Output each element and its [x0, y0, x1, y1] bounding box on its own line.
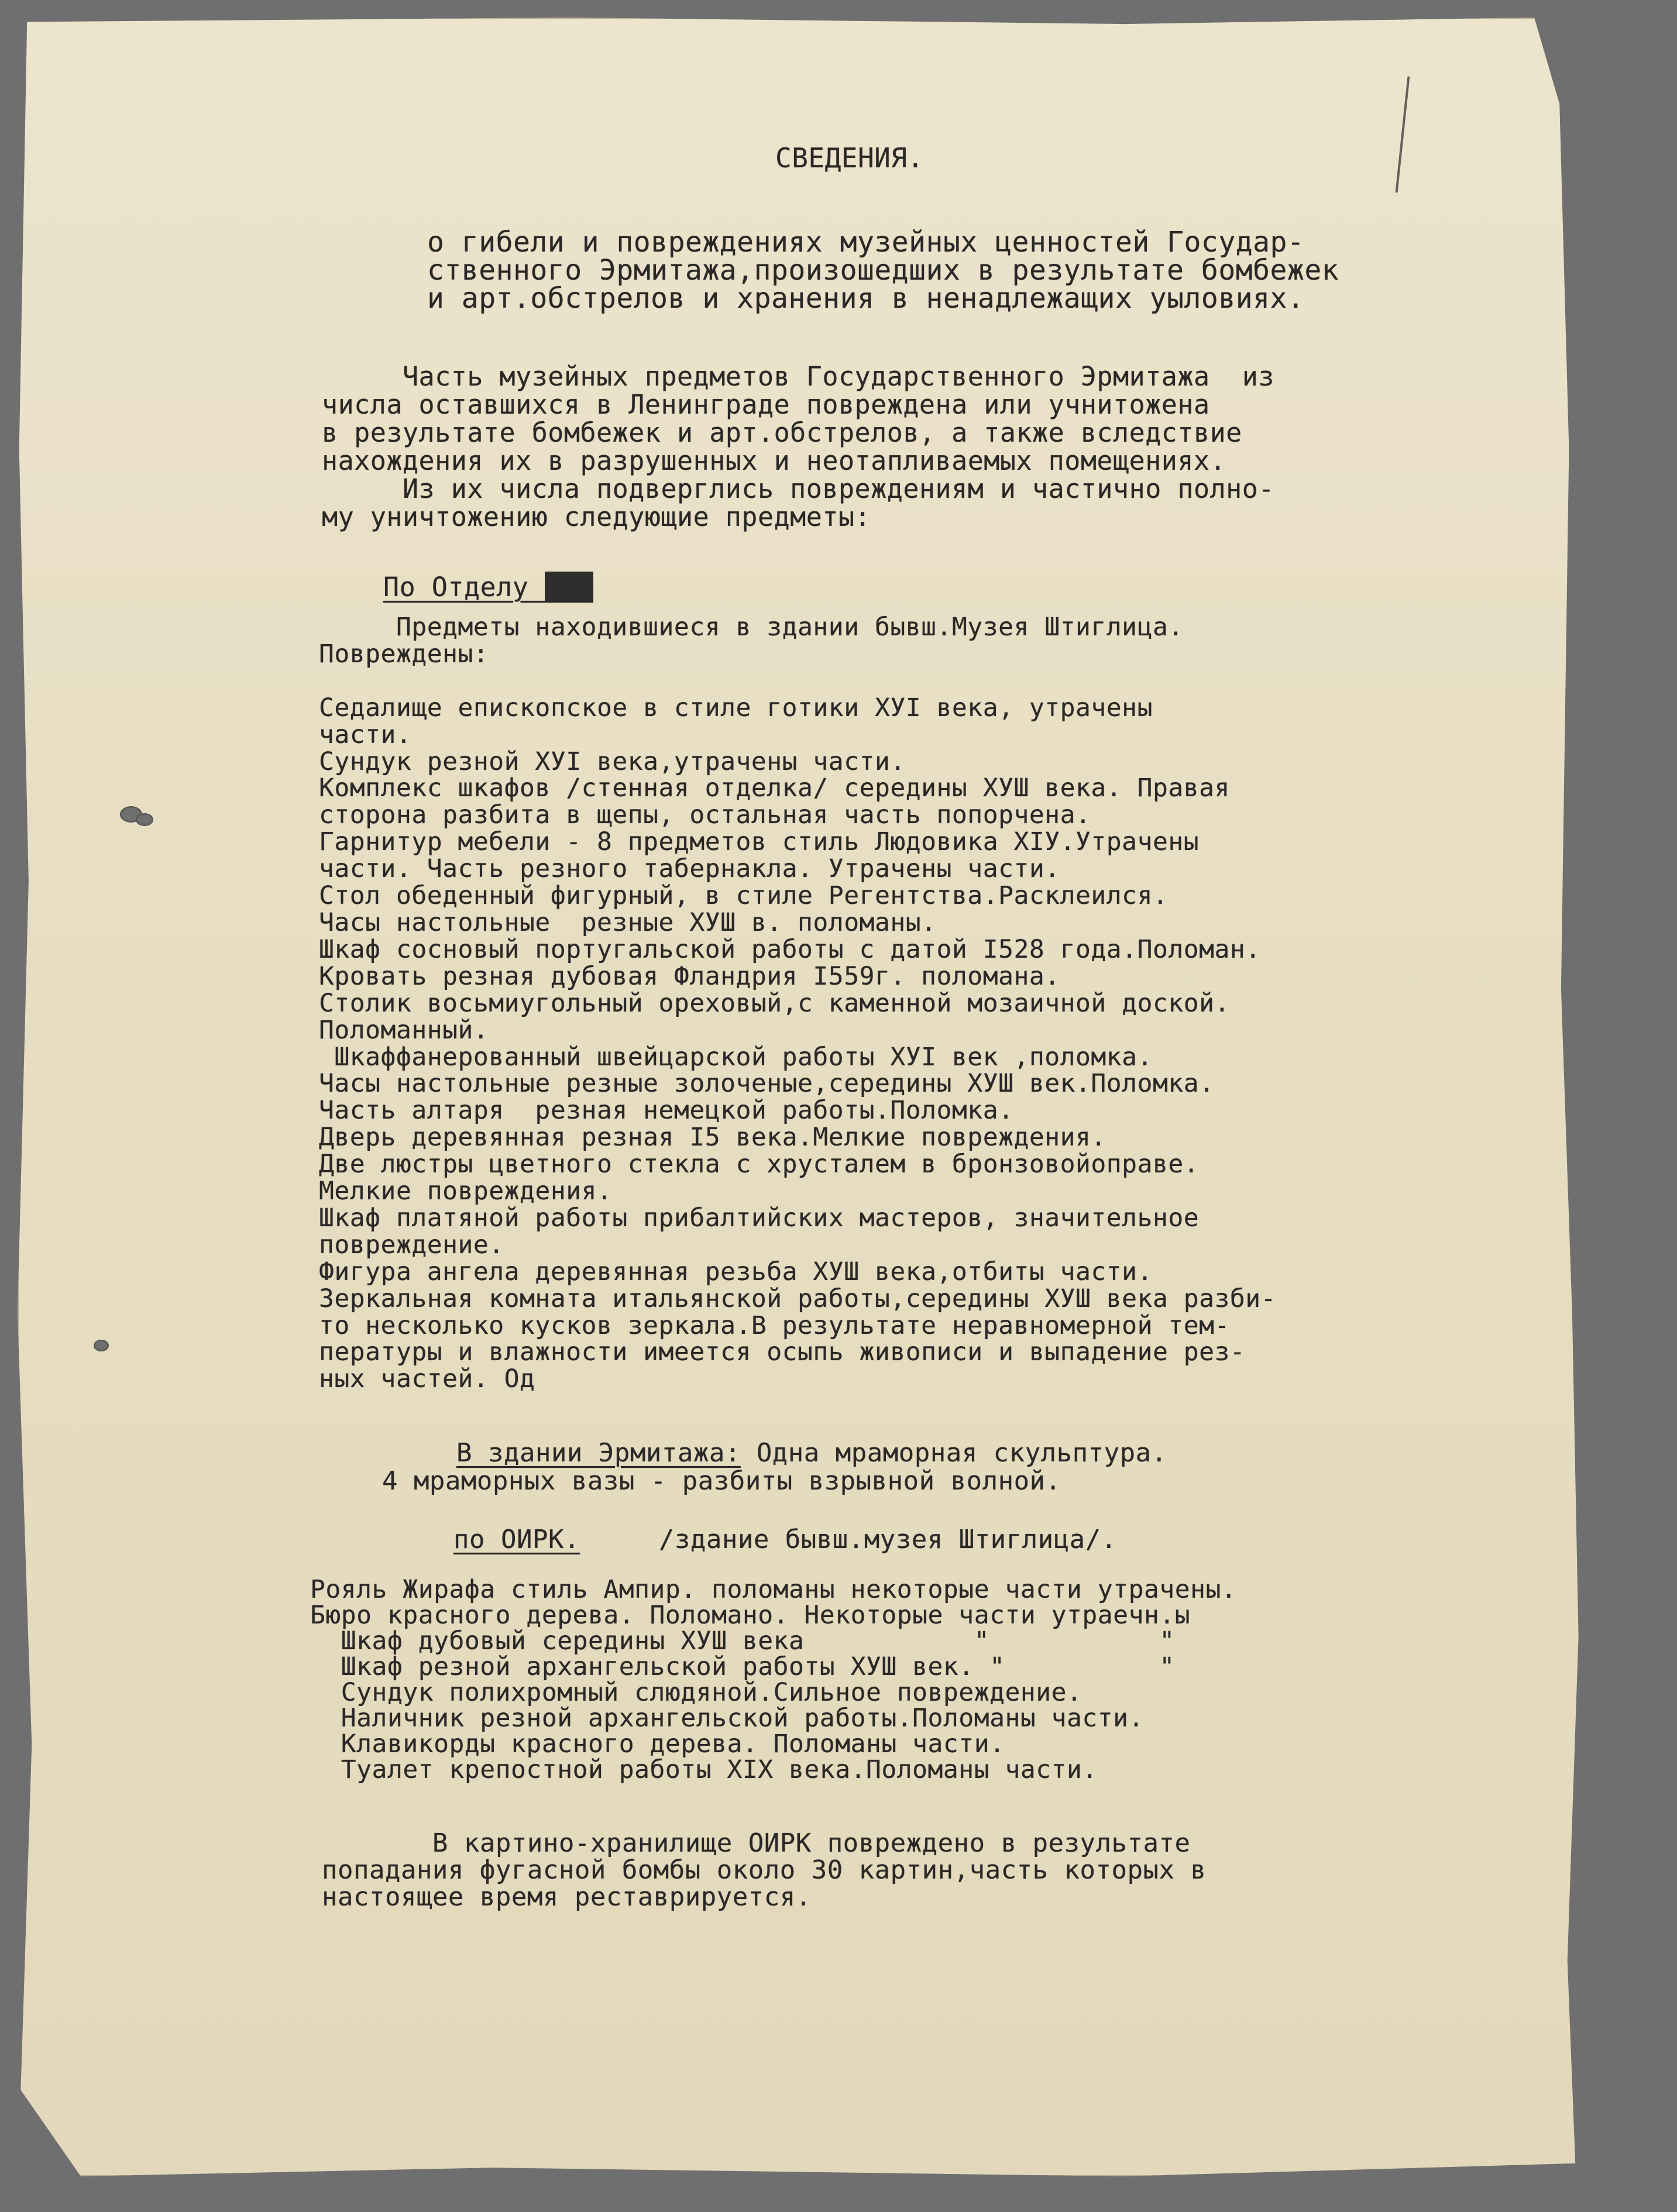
list-item: Шкаф сосновый португальской работы с датой I528 года.Поломан. [319, 934, 1261, 964]
list-item: Седалище епископское в стиле готики ХУI века, утрачены [319, 693, 1153, 723]
list-item: Фигура ангела деревянная резьба ХУШ века,отбиты части. [319, 1257, 1153, 1286]
list-item: Рояль Жирафа стиль Ампир. поломаны некоторые части утрачены. [310, 1575, 1237, 1604]
list-item: Часы настольные резные ХУШ в. поломаны. [319, 907, 937, 937]
section-heading-prefix: По Отделу [383, 572, 545, 603]
list-item: части. Часть резного табернакла. Утрачены части. [319, 854, 1060, 884]
section-heading-izo [383, 573, 593, 601]
oirk-heading: по ОИРК. [453, 1525, 580, 1554]
list-item: ных частей. Од [319, 1364, 535, 1394]
list-item: повреждение. [319, 1230, 504, 1260]
closing-line: попадания фугасной бомбы около 30 картин,часть которых в [322, 1855, 1207, 1885]
list-item: Поломанный. [319, 1015, 489, 1045]
list-item: Наличник резной архангельской работы.Поломаны части. [310, 1704, 1144, 1733]
hermitage-heading: В здании Эрмитажа: [456, 1438, 741, 1468]
intro-paragraph [322, 363, 1274, 531]
hermitage-vases: 4 мраморных вазы - разбиты взрывной волной. [319, 1466, 1061, 1496]
list-item: части. [319, 720, 412, 749]
list-item: Клавикорды красного дерева. Поломаны части. [310, 1729, 1005, 1759]
list-item: Часть алтаря резная немецкой работы.Поломка. [319, 1096, 1014, 1126]
oirk-subheading: /здание бывш.музея Штиглица/. [579, 1525, 1117, 1554]
list-item: Гарнитур мебели - 8 предметов стиль Людовика ХIУ.Утрачены [319, 827, 1200, 857]
intro-line: числа оставшихся в Ленинграде повреждена или учнитожена [322, 389, 1210, 420]
list-item: Шкаф дубовый середины ХУШ века " " [310, 1626, 1175, 1656]
closing-paragraph [322, 1830, 1206, 1911]
list-item: Комплекс шкафов /стенная отделка/ середины ХУШ века. Правая [319, 773, 1230, 803]
intro-line: Часть музейных предметов Государственного Эрмитажа из [322, 361, 1274, 392]
list-item: Дверь деревянная резная I5 века.Мелкие повреждения. [319, 1123, 1106, 1153]
oirk-list [310, 1577, 1236, 1783]
list-item: Две люстры цветного стекла с хрусталем в бронзовойоправе. [319, 1150, 1200, 1179]
list-item: Часы настольные резные золоченые,середины ХУШ век.Поломка. [319, 1069, 1215, 1099]
intro-line: нахождения их в разрушенных и неотапливаемых помещениях. [322, 445, 1226, 476]
list-item: Бюро красного дерева. Поломано. Некоторые части утраечн.ы [310, 1601, 1191, 1630]
subtitle-line: о гибели и повреждениях музейных ценностей Государ- [427, 226, 1305, 259]
punch-hole [94, 1340, 109, 1351]
subtitle-line: и арт.обстрелов и хранения в ненадлежащих уыловиях. [427, 282, 1305, 315]
list-item: Сундук полихромный слюдяной.Сильное повреждение. [310, 1678, 1083, 1707]
list-item: Мелкие повреждения. [319, 1176, 613, 1206]
list-item: Шкаф платяной работы прибалтийских мастеров, значительное [319, 1203, 1200, 1233]
closing-line: настоящее время реставрируется. [322, 1882, 812, 1912]
document-title: СВЕДЕНИЯ. [775, 142, 924, 174]
section-heading-struck: ИЗО [544, 572, 593, 603]
list-item: Предметы находившиеся в здании бывш.Музея Штиглица. [319, 613, 1184, 642]
intro-line: в результате бомбежек и арт.обстрелов, а также вследствие [322, 417, 1242, 448]
oirk-heading-line [453, 1526, 1117, 1554]
closing-line: В картино-хранилище ОИРК повреждено в результате [322, 1828, 1191, 1858]
hermitage-text: Одна мраморная скульптура. [740, 1438, 1167, 1468]
punch-hole [136, 813, 153, 826]
list-item: то несколько кусков зеркала.В результате неравномерной тем- [319, 1310, 1230, 1340]
list-item: Стол обеденный фигурный, в стиле Регентства.Расклеился. [319, 881, 1169, 911]
list-item: Туалет крепостной работы ХIХ века.Поломаны части. [310, 1755, 1098, 1784]
list-item: Шкаффанерованный швейцарской работы ХУI век ,поломка. [319, 1042, 1153, 1072]
list-item: Повреждены: [319, 639, 489, 669]
subtitle-line: ственного Эрмитажа,произошедших в результате бомбежек [427, 254, 1339, 287]
list-item: Сундук резной ХУI века,утрачены части. [319, 746, 906, 776]
list-item: Кровать резная дубовая Фландрия I559г. поломана. [319, 961, 1060, 991]
intro-line: Из их числа подверглись повреждениям и частично полно- [322, 473, 1274, 504]
list-item: сторона разбита в щепы, остальная часть попорчена. [319, 800, 1091, 830]
list-item: пературы и влажности имеется осыпь живописи и выпадение рез- [319, 1337, 1246, 1367]
list-item: Зеркальная комната итальянской работы,середины ХУШ века разби- [319, 1284, 1277, 1313]
hermitage-line [456, 1439, 1167, 1467]
document-subtitle [427, 226, 1339, 315]
list-item: Шкаф резной архангельской работы ХУШ век. " " [310, 1652, 1175, 1681]
list-item: Столик восьмиугольный ореховый,с каменной мозаичной доской. [319, 988, 1230, 1018]
section-izo-list [319, 614, 1276, 1393]
intro-line: му уничтожению следующие предметы: [322, 501, 871, 532]
